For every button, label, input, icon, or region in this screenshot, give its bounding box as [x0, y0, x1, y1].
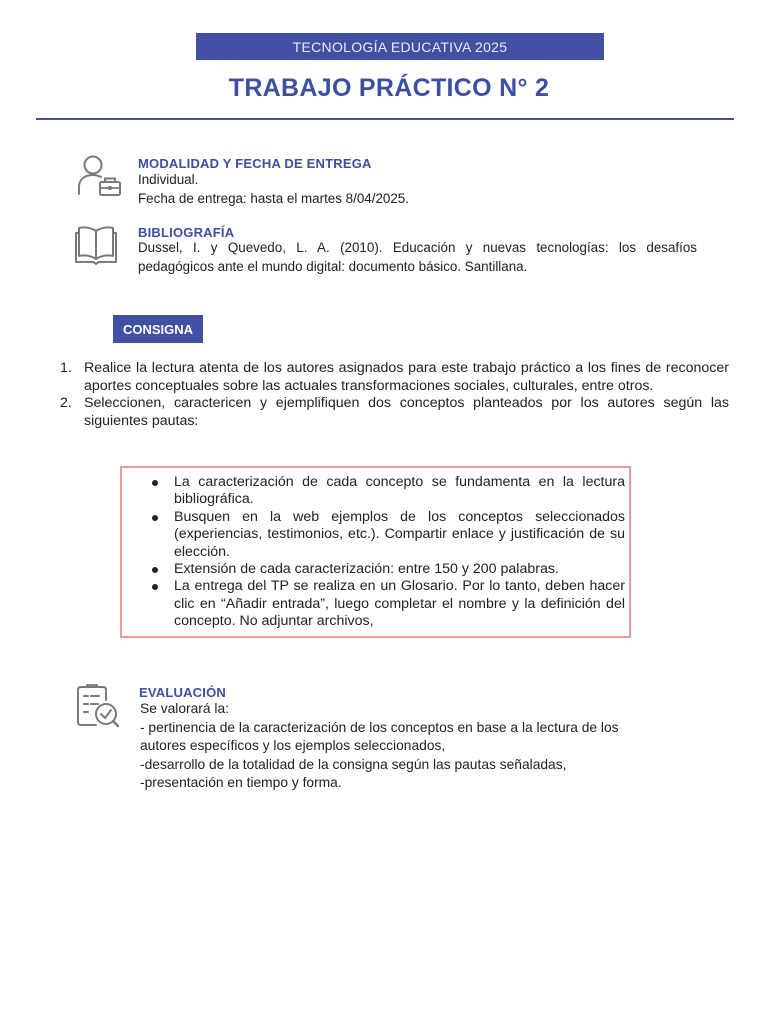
- checklist-icon: [74, 684, 122, 728]
- page-title: TRABAJO PRÁCTICO N° 2: [228, 74, 550, 102]
- pautas-list: [150, 474, 625, 631]
- open-book-icon: [73, 223, 119, 265]
- criteria-line: -presentación en tiempo y forma.: [140, 775, 342, 791]
- modalidad-heading: MODALIDAD Y FECHA DE ENTREGA: [138, 156, 372, 171]
- bullet-icon: [152, 584, 158, 590]
- criteria-line: -desarrollo de la totalidad de la consigna según las pautas señaladas,: [140, 756, 567, 772]
- bibliografia-heading: BIBLIOGRAFÍA: [138, 225, 235, 240]
- consigna-list: [60, 360, 729, 430]
- delivery-date: Fecha de entrega: hasta el martes 8/04/2025.: [138, 191, 409, 206]
- list-item: [150, 509, 625, 561]
- bullet-icon: [152, 567, 158, 573]
- pauta-text: La entrega del TP se realiza en un Glosario. Por lo tanto, deben hacer clic en “Añadir entrada”, luego completar el nombre y la definición del concepto. No adjuntar archivos,: [174, 578, 625, 630]
- title-divider: [36, 118, 734, 120]
- list-item: [60, 395, 729, 430]
- pauta-text: La caracterización de cada concepto se fundamenta en la lectura bibliográfica.: [174, 474, 625, 508]
- list-item: [150, 474, 625, 509]
- evaluacion-heading: EVALUACIÓN: [139, 685, 226, 700]
- person-briefcase-icon: [74, 154, 124, 198]
- list-item: [150, 578, 625, 630]
- criteria-line: autores específicos y los ejemplos seleccionados,: [140, 738, 446, 754]
- criteria-line: Se valorará la:: [140, 701, 229, 716]
- pauta-text: Busquen en la web ejemplos de los conceptos seleccionados (experiencias, testimonios, etc.). Compartir enlace y justificación de su elección.: [174, 508, 625, 560]
- criteria-line: - pertinencia de la caracterización de los conceptos en base a la lectura de los: [140, 719, 619, 735]
- bibliography-reference: Dussel, I. y Quevedo, L. A. (2010). Educación y nuevas tecnologías: los desafíos pedagógicos ante el mundo digital: documento básico. Santillana.: [138, 240, 697, 274]
- consigna-label: CONSIGNA: [113, 315, 203, 343]
- list-item: [150, 561, 625, 578]
- list-item: [60, 360, 729, 395]
- bullet-icon: [152, 480, 158, 486]
- item-number: 1.: [60, 360, 72, 376]
- modalidad-type: Individual.: [138, 172, 199, 187]
- item-number: 2.: [60, 395, 72, 412]
- evaluation-criteria: [140, 700, 660, 793]
- bullet-icon: [152, 515, 158, 521]
- course-banner: TECNOLOGÍA EDUCATIVA 2025: [196, 33, 604, 60]
- item-text: Seleccionen, caractericen y ejemplifiquen dos conceptos planteados por los autores según las siguientes pautas:: [84, 395, 729, 429]
- pauta-text: Extensión de cada caracterización: entre 150 y 200 palabras.: [174, 561, 559, 578]
- item-text: Realice la lectura atenta de los autores asignados para este trabajo práctico a los fines de reconocer aportes conceptuales sobre las actuales transformaciones sociales, culturales, entre otros.: [84, 360, 729, 394]
